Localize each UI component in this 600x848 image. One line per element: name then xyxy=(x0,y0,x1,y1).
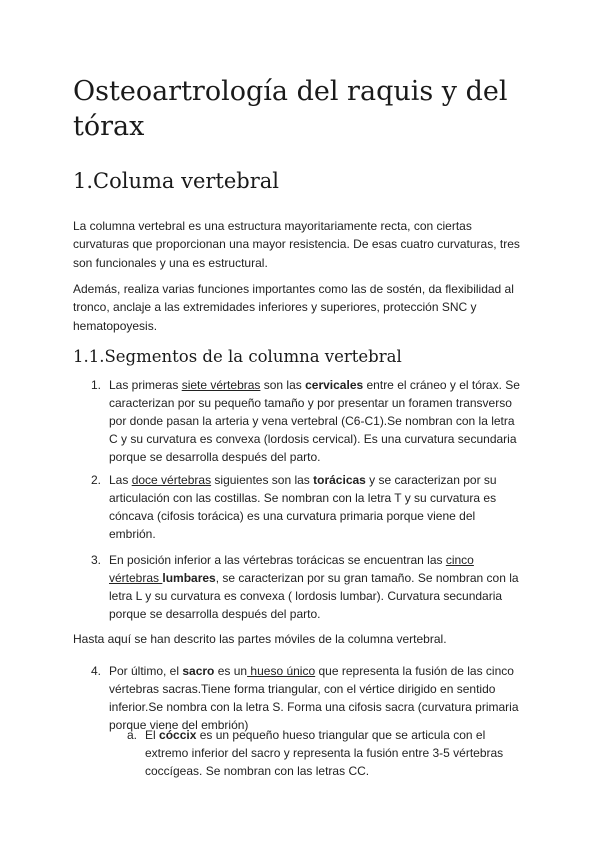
text-run: Las primeras xyxy=(109,378,182,392)
list-letter: a. xyxy=(127,728,138,742)
section-heading-1-1: 1.1.Segmentos de la columna vertebral xyxy=(73,347,402,366)
list-number: 4. xyxy=(91,664,102,678)
text-run: , se caracterizan por su gran tamaño. Se nombran con la letra L y su curvatura es convexa ( lordosis lumbar). Curvatura secundaria porque se desarrolla después del parto. xyxy=(109,571,519,621)
section-heading-1: 1.Columa vertebral xyxy=(73,169,280,193)
list-number: 1. xyxy=(91,378,102,392)
list-item-sacro xyxy=(91,662,525,734)
underlined-text: siete vértebras xyxy=(181,378,261,392)
text-run: Las xyxy=(109,473,132,487)
text-run: son las xyxy=(260,378,306,392)
paragraph-functions: Además, realiza varias funciones importantes como las de sostén, da flexibilidad al tronco, anclaje a las extremidades inferiores y superiores, protección SNC y hematopoyesis. xyxy=(73,282,514,333)
text-run: es un pequeño hueso triangular que se articula con el extremo inferior del sacro y representa la fusión entre 3-5 vértebras coccígeas. Se nombran con las letras CC. xyxy=(145,728,504,778)
document-title: Osteoartrología del raquis y del tórax xyxy=(73,76,508,142)
text-run: Por último, el xyxy=(109,664,183,678)
text-run: siguientes son las xyxy=(211,473,314,487)
text-run: es un xyxy=(214,664,248,678)
list-number: 2. xyxy=(91,473,102,487)
list-subitem-coccix xyxy=(127,726,525,780)
bold-term: cervicales xyxy=(305,378,364,392)
bold-term: lumbares xyxy=(162,571,216,585)
paragraph-moviles: Hasta aquí se han descrito las partes móviles de la columna vertebral. xyxy=(73,632,447,646)
bold-term: cóccix xyxy=(159,728,197,742)
bold-term: sacro xyxy=(182,664,215,678)
list-item-lumbares xyxy=(91,551,525,623)
list-item-toracicas xyxy=(91,471,525,543)
text-run: En posición inferior a las vértebras torácicas se encuentran las xyxy=(109,553,446,567)
text-run: y se caracterizan por su articulación con las costillas. Se nombran con la letra T y su curvatura es cóncava (cifosis torácica) es una curvatura primaria porque viene del embrión. xyxy=(109,473,497,541)
underlined-text: hueso único xyxy=(247,664,316,678)
text-run: El xyxy=(145,728,160,742)
text-run: entre el cráneo y el tórax. Se caracterizan por su pequeño tamaño y por presentar un foramen transverso por donde pasan la arteria y vena vertebral (C6-C1).Se nombran con la letra C y su curvatura es convexa (lordosis cervical). Es una curvatura secundaria porque se desarrolla después del parto. xyxy=(109,378,520,464)
paragraph-intro: La columna vertebral es una estructura mayoritariamente recta, con ciertas curvaturas que proporcionan una mayor resistencia. De esas cuatro curvaturas, tres son funcionales y una es estructural. xyxy=(73,219,520,270)
list-item-cervicales xyxy=(91,376,525,466)
list-number: 3. xyxy=(91,553,102,567)
underlined-text: cinco vértebras xyxy=(109,553,474,585)
text-run: que representa la fusión de las cinco vértebras sacras.Tiene forma triangular, con el vértice dirigido en sentido inferior.Se nombra con la letra S. Forma una cifosis sacra (curvatura primaria porque viene del embrión) xyxy=(109,664,519,732)
underlined-text: doce vértebras xyxy=(131,473,212,487)
bold-term: torácicas xyxy=(313,473,366,487)
